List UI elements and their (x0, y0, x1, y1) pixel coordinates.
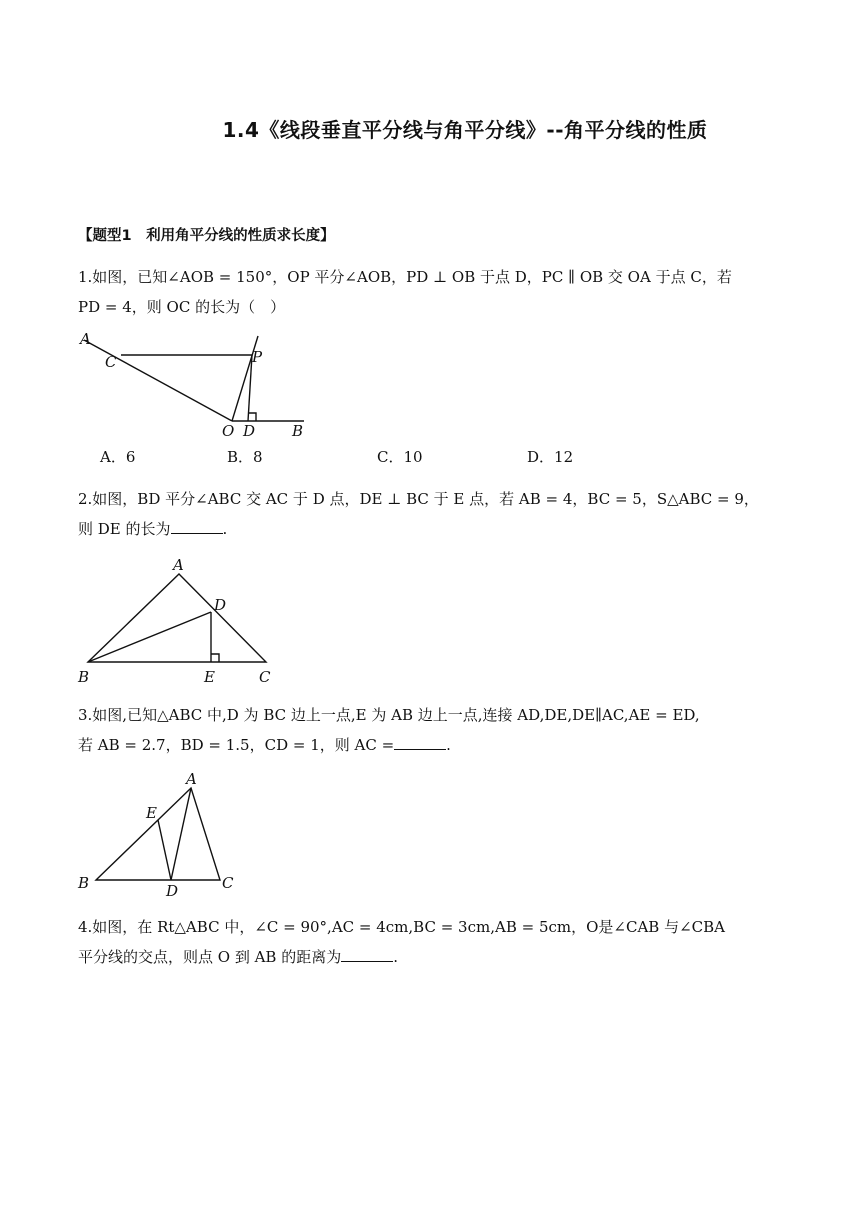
fig1-point-c: C (105, 353, 117, 371)
fig2-point-c: C (259, 668, 271, 686)
fig1-point-a: A (80, 332, 91, 348)
fig3-point-e: E (146, 804, 157, 822)
question-3-line-2 (78, 730, 784, 760)
question-3 (78, 700, 784, 760)
question-3-line-2-text: 若 AB = 2.7，BD = 1.5，CD = 1，则 AC = (78, 736, 395, 754)
question-3-line-1: 3.如图,已知△ABC 中,D 为 BC 边上一点,E 为 AB 边上一点,连接 AD,DE,DE∥AC,AE = ED, (78, 706, 700, 724)
answer-blank (394, 733, 446, 750)
fig2-point-e: E (204, 668, 215, 686)
figure-3 (74, 768, 254, 898)
question-4-line-2-text: 平分线的交点，则点 O 到 AB 的距离为 (78, 948, 342, 966)
question-1-line-1: 1.如图，已知∠AOB = 150°，OP 平分∠AOB，PD ⊥ OB 于点 D，PC ∥ OB 交 OA 于点 C，若 (78, 268, 732, 286)
fig1-point-d: D (243, 422, 256, 440)
figure-1 (76, 332, 336, 442)
fig1-point-p: P (252, 348, 263, 366)
page-title: 1.4《线段垂直平分线与角平分线》--角平分线的性质 (222, 118, 708, 142)
question-2-line-2-text: 则 DE 的长为 (78, 520, 171, 538)
question-2-line-2-end: . (222, 520, 228, 538)
option-a: A．6 (100, 448, 136, 466)
question-4-line-2-end: . (393, 948, 399, 966)
question-4-line-1: 4.如图，在 Rt△ABC 中，∠C = 90°,AC = 4cm,BC = 3cm,AB = 5cm，O是∠CAB 与∠CBA (78, 918, 725, 936)
section-heading: 【题型1 利用角平分线的性质求长度】 (78, 228, 335, 244)
question-4 (78, 912, 784, 972)
question-3-line-2-end: . (446, 736, 451, 754)
question-2-line-2 (78, 514, 784, 544)
fig2-point-b: B (78, 668, 90, 686)
answer-blank (341, 945, 393, 962)
question-1 (78, 262, 784, 322)
option-d: D．12 (527, 448, 574, 466)
answer-blank (171, 517, 223, 534)
option-b: B．8 (227, 448, 263, 466)
fig3-point-b: B (78, 874, 90, 892)
question-4-line-2 (78, 942, 784, 972)
option-c: C．10 (377, 448, 423, 466)
fig1-point-o: O (222, 422, 235, 440)
fig3-point-a: A (186, 770, 197, 788)
fig1-point-b: B (292, 422, 304, 440)
question-2-line-1: 2.如图，BD 平分∠ABC 交 AC 于 D 点，DE ⊥ BC 于 E 点，若 AB = 4，BC = 5，S△ABC = 9， (78, 490, 759, 508)
question-1-line-2: PD = 4，则 OC 的长为（ ） (78, 298, 286, 316)
fig3-point-c: C (222, 874, 234, 892)
fig2-point-d: D (214, 596, 227, 614)
question-1-options (100, 446, 780, 472)
fig2-point-a: A (173, 556, 184, 574)
figure-2 (74, 556, 294, 688)
fig3-point-d: D (166, 882, 179, 898)
question-2 (78, 484, 784, 544)
